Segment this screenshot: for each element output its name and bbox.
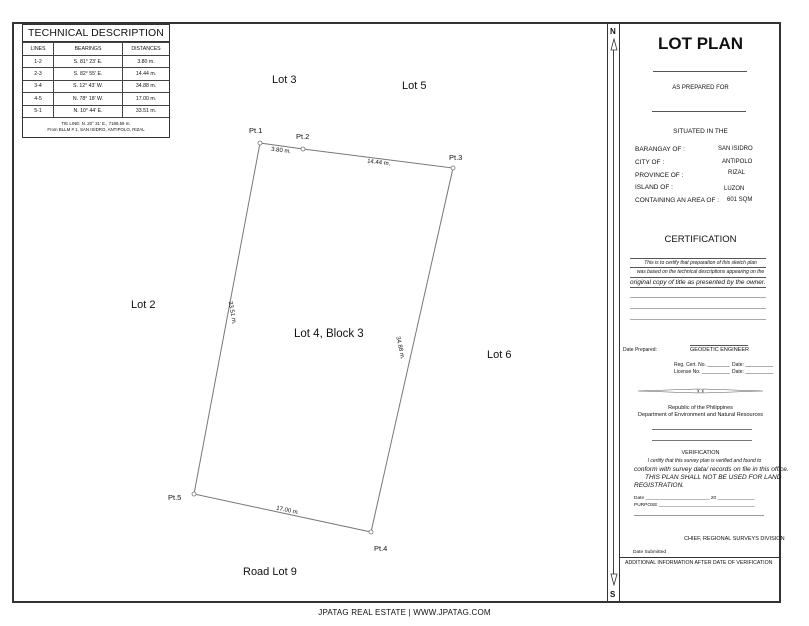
corner-marker-pt5 (192, 492, 196, 496)
verification-line-4: REGISTRATION. (634, 482, 685, 489)
adjacent-lot-north-right: Lot 5 (402, 80, 427, 92)
cert-rule (630, 308, 766, 309)
footer-credit: JPATAG REAL ESTATE | WWW.JPATAG.COM (318, 608, 491, 617)
point-label-pt2: Pt.2 (296, 132, 310, 141)
line-cell: 4-5 (23, 93, 54, 105)
certification-line-1: This is to certify that preparation of this sketch plan (644, 260, 757, 266)
province-label: PROVINCE OF : (635, 172, 684, 179)
distance-label-3-4: 34.88 m. (394, 335, 406, 361)
line-cell: 2-3 (23, 68, 54, 80)
adjacent-lot-west: Lot 2 (131, 299, 156, 311)
north-south-line (613, 50, 614, 575)
additional-info-label: ADDITIONAL INFORMATION AFTER DATE OF VERIFICATION (625, 560, 773, 566)
distance-label-5-1: 33.51 m. (226, 300, 237, 326)
header-bearings: BEARINGS (54, 43, 123, 56)
bearing-cell: S. 81° 23' E. (54, 56, 123, 68)
header-lines: LINES (23, 43, 54, 56)
province-value: RIZAL (728, 170, 746, 176)
date-submitted-label: Date Submitted (633, 550, 667, 555)
distance-cell: 34.88 m. (123, 80, 170, 92)
verification-date-field[interactable]: Date ________________________ 20 ______________ (634, 496, 755, 501)
verification-line-1: I certify that this survey plan is verified and found to (647, 458, 762, 464)
tie-line: TIE LINE: N. 20° 31' E., 7189.59 m. (61, 120, 131, 126)
point-label-pt5: Pt.5 (168, 493, 182, 502)
date-prepared-label: Date Prepared: (623, 347, 657, 353)
distance-cell: 14.44 m. (123, 68, 170, 80)
reg-cert-date-field: Date: __________ (732, 362, 774, 368)
adjacent-lot-north-left: Lot 3 (272, 74, 297, 86)
barangay-value: SAN ISIDRO (718, 146, 753, 152)
north-south-strip (607, 22, 620, 603)
tie-line-origin: From BLLM # 1, SAN ISIDRO, ANTIPOLO, RIZAL (47, 126, 145, 132)
point-label-pt1: Pt.1 (249, 126, 263, 135)
bearing-cell: S. 12° 43' W. (54, 80, 123, 92)
bearing-cell: S. 82° 55' E. (54, 68, 123, 80)
cert-rule (630, 319, 766, 320)
certification-line-2: was based on the technical descriptions appearing on the (636, 269, 765, 275)
adjacent-lot-south-road: Road Lot 9 (243, 566, 297, 578)
adjacent-lot-east: Lot 6 (487, 349, 512, 361)
republic-label: Republic of the Philippines (668, 405, 733, 411)
denr-label: Department of Environment and Natural Resources (637, 412, 764, 418)
city-label: CITY OF : (635, 159, 665, 166)
verification-line-2: conform with survey data/ records on file in this office. (634, 466, 789, 473)
engineer-signature-line (690, 345, 748, 346)
certification-line-3: original copy of title as presented by the owner. (630, 279, 766, 286)
signature-line (652, 429, 752, 430)
prepared-for-label: AS PREPARED FOR (672, 85, 729, 91)
verification-line-3: THIS PLAN SHALL NOT BE USED FOR LAND (645, 474, 782, 481)
distance-label-4-5: 17.00 m. (275, 505, 300, 517)
bearing-cell: N. 10° 44' E. (54, 105, 123, 117)
corner-marker-pt2 (301, 147, 305, 151)
point-label-pt3: Pt.3 (449, 153, 463, 162)
certification-title: CERTIFICATION (664, 234, 737, 245)
corner-marker-pt3 (451, 166, 455, 170)
corner-marker-pt1 (258, 141, 262, 145)
prepared-for-line (652, 111, 746, 112)
point-label-pt4: Pt.4 (374, 544, 388, 553)
distance-cell: 3.80 m. (123, 56, 170, 68)
ornament-divider (638, 387, 763, 395)
south-arrow-icon (609, 572, 619, 586)
south-label: S (610, 590, 616, 599)
technical-description-title: TECHNICAL DESCRIPTION (23, 25, 169, 42)
cert-rule (630, 258, 766, 259)
corner-marker-pt4 (369, 530, 373, 534)
reg-cert-field: Reg. Cert. No. ________ (674, 362, 730, 368)
distance-label-1-2: 3.80 m. (270, 146, 292, 156)
line-cell: 1-2 (23, 56, 54, 68)
cert-rule (630, 277, 766, 278)
cert-rule (630, 297, 766, 298)
line-cell: 3-4 (23, 80, 54, 92)
situated-label: SITUATED IN THE (673, 128, 728, 135)
title-block-panel (620, 22, 789, 603)
area-value: 601 SQM (727, 197, 753, 203)
license-field: License No. __________ (674, 369, 730, 375)
lot-plan-title: LOT PLAN (658, 34, 743, 53)
chief-regional-surveys-label: CHIEF, REGIONAL SURVEYS DIVISION (684, 536, 785, 542)
header-distances: DISTANCES (123, 43, 170, 56)
line-cell: 5-1 (23, 105, 54, 117)
distance-cell: 17.00 m. (123, 93, 170, 105)
area-label: CONTAINING AN AREA OF : (635, 197, 720, 204)
bearing-cell: N. 78° 18' W. (54, 93, 123, 105)
north-arrow-icon (609, 38, 619, 52)
distance-cell: 33.51 m. (123, 105, 170, 117)
barangay-label: BARANGAY OF : (635, 146, 685, 153)
geodetic-engineer-label: GEODETIC ENGINEER (690, 347, 749, 353)
owner-line (653, 71, 747, 72)
island-value: LUZON (724, 186, 745, 192)
purpose-field[interactable]: PURPOSE ____________________________________ (634, 503, 755, 508)
north-label: N (610, 27, 616, 36)
verification-title: VERIFICATION (681, 450, 720, 456)
purpose-rule (634, 515, 764, 516)
signature-line (652, 440, 752, 441)
distance-label-2-3: 14.44 m. (366, 158, 391, 168)
island-label: ISLAND OF : (635, 184, 673, 191)
cert-rule (630, 267, 766, 268)
license-date-field: Date: __________ (732, 369, 774, 375)
subject-lot-label: Lot 4, Block 3 (294, 328, 364, 340)
cert-rule (630, 287, 766, 288)
city-value: ANTIPOLO (722, 159, 753, 165)
additional-info-divider (620, 557, 781, 558)
